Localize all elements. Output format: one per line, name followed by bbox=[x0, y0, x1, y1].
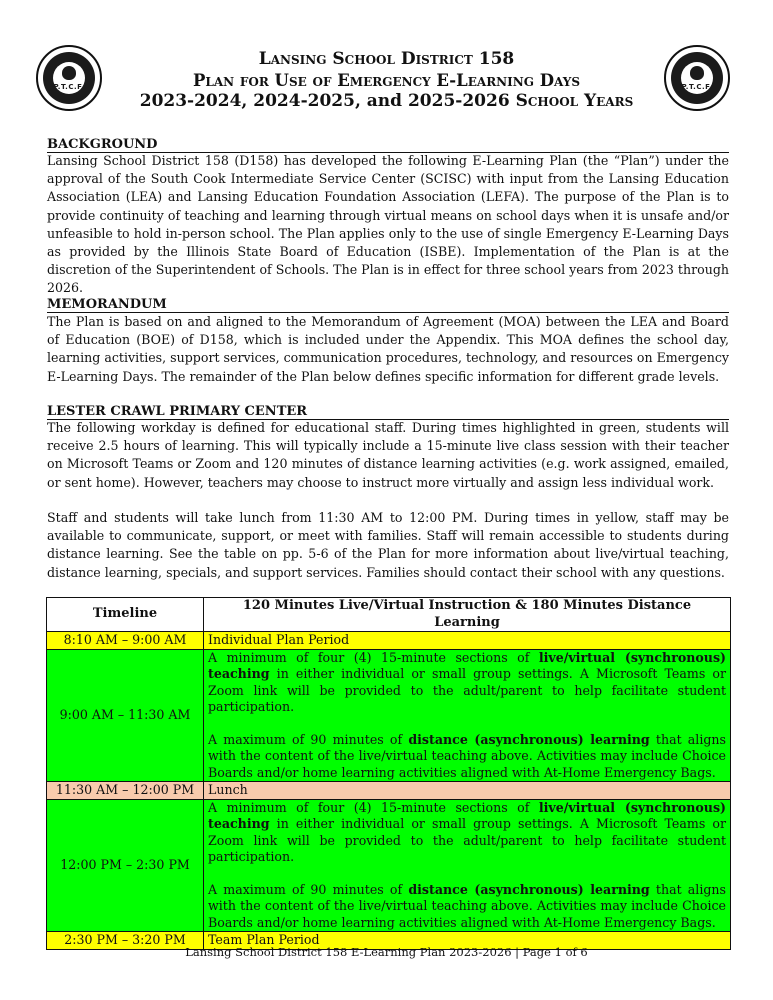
row-time: 11:30 AM – 12:00 PM bbox=[47, 782, 204, 800]
lester-crawl-heading: LESTER CRAWL PRIMARY CENTER bbox=[47, 404, 729, 420]
row-description: A minimum of four (4) 15-minute sections of live/virtual (synchronous) teaching in either individual or small group settings. A Microsoft Teams or Zoom link will be provided to the adult/parent to help facilitate student participation. A maximum of 90 minutes of distance (asynchronous) learning that aligns with the content of the live/virtual teaching above. Activities may include Choice Boards and/or home learning activities aligned with At-Home Emergency Bags. bbox=[204, 799, 731, 932]
apple-icon bbox=[62, 66, 76, 80]
title-line-1: Lansing School District 158 bbox=[258, 49, 515, 69]
background-paragraph: Lansing School District 158 (D158) has developed the following E-Learning Plan (the “Plan”) under the approval of the South Cook Intermediate Service Center (SCISC) with input from the Lansing Education Association (LEA) and Lansing Education Foundation Association (LEFA). The purpose of the Plan is to provide continuity of teaching and learning through virtual means on school days when it is unsafe and/or unfeasible to hold in-person school. The Plan applies only to the use of single Emergency E-Learning Days as provided by the Illinois State Board of Education (ISBE). Implementation of the Plan is at the discretion of the Superintendent of Schools. The Plan is in effect for three school years from 2023 through 2026. bbox=[47, 153, 729, 296]
lester-crawl-paragraph-1: The following workday is defined for educational staff. During times highlighted in green, students will receive 2.5 hours of learning. This will typically include a 15-minute live class session with their teacher on Microsoft Teams or Zoom and 120 minutes of distance learning activities (e.g. work assigned, emailed, or sent home). However, teachers may choose to instruct more virtually and assign less individual work. bbox=[47, 420, 729, 490]
table-header-row bbox=[47, 598, 731, 632]
row-description: A minimum of four (4) 15-minute sections of live/virtual (synchronous) teaching in either individual or small group settings. A Microsoft Teams or Zoom link will be provided to the adult/parent to help facilitate student participation. A maximum of 90 minutes of distance (asynchronous) learning that aligns with the content of the live/virtual teaching above. Activities may include Choice Boards and/or home learning activities aligned with At-Home Emergency Bags. bbox=[204, 649, 731, 782]
table-row bbox=[47, 799, 731, 932]
title-line-3 bbox=[110, 91, 663, 112]
title-years-suffix: School Years bbox=[515, 91, 634, 111]
memorandum-heading: MEMORANDUM bbox=[47, 297, 729, 313]
title-line-2: Plan for Use of Emergency E-Learning Days bbox=[193, 71, 580, 90]
row-time: 9:00 AM – 11:30 AM bbox=[47, 649, 204, 782]
title-years: 2023-2024, 2024-2025, and 2025-2026 bbox=[139, 91, 510, 111]
row-time: 8:10 AM – 9:00 AM bbox=[47, 632, 204, 650]
instruction-header: 120 Minutes Live/Virtual Instruction & 180 Minutes Distance Learning bbox=[204, 598, 731, 632]
seal-text: P.T.C.F. bbox=[53, 83, 85, 91]
row-description: Lunch bbox=[204, 782, 731, 800]
apple-icon bbox=[690, 66, 704, 80]
row-description: Team Plan Period bbox=[204, 932, 731, 950]
table-row bbox=[47, 632, 731, 650]
page-footer: Lansing School District 158 E-Learning Plan 2023-2026 | Page 1 of 6 bbox=[185, 945, 588, 959]
table-row bbox=[47, 649, 731, 782]
lester-crawl-paragraph-2: Staff and students will take lunch from 11:30 AM to 12:00 PM. During times in yellow, staff may be available to communicate, support, or meet with families. Staff will remain accessible to students during distance learning. See the table on pp. 5-6 of the Plan for more information about live/virtual teaching, distance learning, specials, and support services. Families should contact their school with any questions. bbox=[47, 510, 729, 580]
seal-text: P.T.C.F. bbox=[681, 83, 713, 91]
timeline-header: Timeline bbox=[47, 598, 204, 632]
row-description: Individual Plan Period bbox=[204, 632, 731, 650]
district-seal-right bbox=[664, 45, 730, 111]
background-heading: BACKGROUND bbox=[47, 137, 729, 153]
district-seal-left bbox=[36, 45, 102, 111]
row-time: 2:30 PM – 3:20 PM bbox=[47, 932, 204, 950]
memorandum-paragraph: The Plan is based on and aligned to the Memorandum of Agreement (MOA) between the LEA and Board of Education (BOE) of D158, which is included under the Appendix. This MOA defines the school day, learning activities, support services, communication procedures, technology, and resources on Emergency E-Learning Days. The remainder of the Plan below defines specific information for different grade levels. bbox=[47, 314, 729, 384]
schedule-table bbox=[46, 597, 731, 950]
document-title bbox=[110, 49, 663, 112]
row-time: 12:00 PM – 2:30 PM bbox=[47, 799, 204, 932]
table-row bbox=[47, 782, 731, 800]
